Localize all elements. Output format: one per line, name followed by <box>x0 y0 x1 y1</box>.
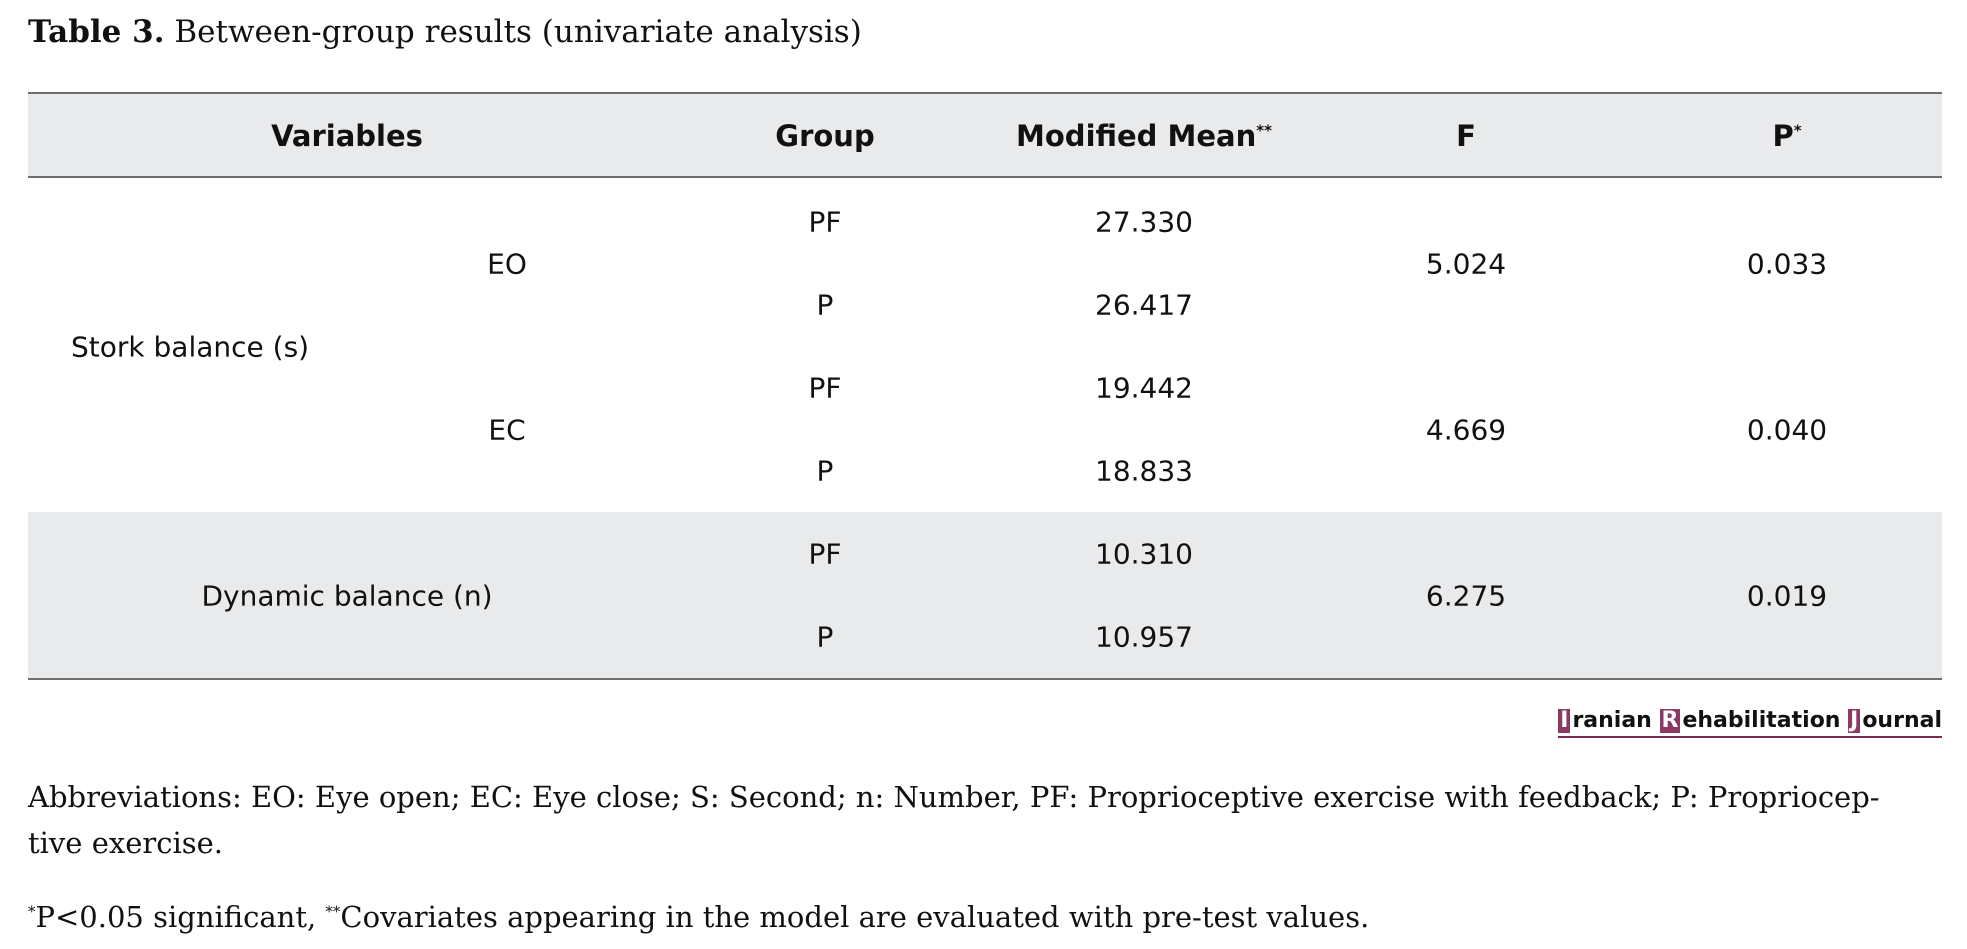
abbreviations-note: Abbreviations: EO: Eye open; EC: Eye close; S: Second; n: Number, PF: Proprioceptive exercise with feedback; P: Propriocep- tive exercise. <box>28 780 1880 860</box>
eo-p-mean: 26.417 <box>1095 288 1193 322</box>
journal-logo: I ranian R ehabilitation J ournal <box>1558 708 1942 738</box>
stork-balance-label: Stork balance (s) <box>71 330 310 364</box>
dynamic-pf-group: PF <box>808 537 842 571</box>
logo-initial-i: I <box>1560 708 1569 733</box>
dynamic-p-group: P <box>816 620 834 654</box>
ec-pf-group: PF <box>808 371 842 405</box>
table-caption <box>28 14 862 50</box>
ec-p-group: P <box>816 454 834 488</box>
header-group: Group <box>775 119 875 153</box>
mean-footnote-mark: ** <box>1256 121 1272 140</box>
ec-p-value: 0.040 <box>1746 413 1828 447</box>
ec-p-mean: 18.833 <box>1095 454 1193 488</box>
table-label: Table 3. <box>28 14 165 50</box>
header-f: F <box>1456 119 1476 153</box>
significance-note: *P<0.05 significant, **Covariates appearing in the model are evaluated with pre-test values. <box>28 900 1370 934</box>
ec-pf-mean: 19.442 <box>1095 371 1193 405</box>
dynamic-p-mean: 10.957 <box>1095 620 1193 654</box>
p-footnote-mark: * <box>1793 121 1802 140</box>
header-modified-mean: Modified Mean** <box>1016 119 1272 153</box>
dynamic-balance-label: Dynamic balance (n) <box>201 579 493 613</box>
eo-label: EO <box>487 247 527 281</box>
eo-f-value: 5.024 <box>1425 247 1507 281</box>
dynamic-f-value: 6.275 <box>1425 579 1507 613</box>
eo-pf-group: PF <box>808 205 842 239</box>
dynamic-pf-mean: 10.310 <box>1095 537 1193 571</box>
header-p: P* <box>1772 119 1802 153</box>
dynamic-p-value: 0.019 <box>1746 579 1828 613</box>
bottom-rule <box>28 678 1942 680</box>
header-variables: Variables <box>271 119 423 153</box>
ec-label: EC <box>488 413 526 447</box>
table-title: Between-group results (univariate analysis) <box>174 14 862 50</box>
header-rule <box>28 176 1942 178</box>
results-table <box>28 92 1942 680</box>
ec-f-value: 4.669 <box>1425 413 1507 447</box>
eo-p-group: P <box>816 288 834 322</box>
eo-pf-mean: 27.330 <box>1095 205 1193 239</box>
top-rule <box>28 92 1942 94</box>
logo-initial-r: R <box>1661 708 1679 733</box>
logo-initial-j: J <box>1850 708 1859 733</box>
eo-p-value: 0.033 <box>1746 247 1828 281</box>
